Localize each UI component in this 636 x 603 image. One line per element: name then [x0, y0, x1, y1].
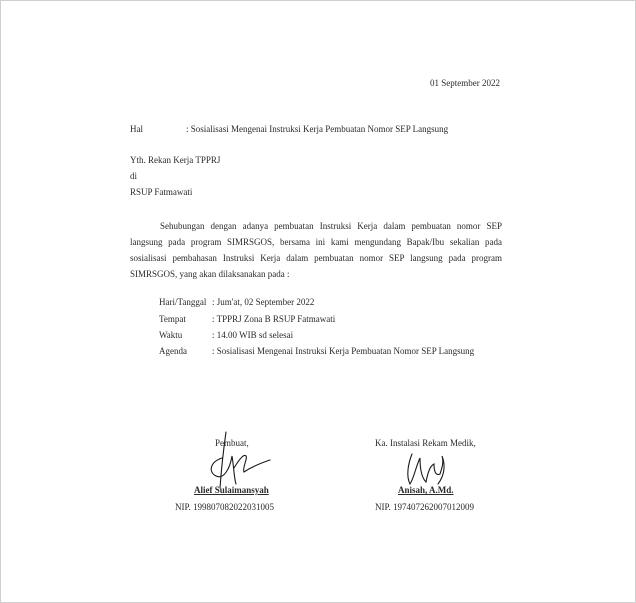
right-signer-name: Anisah, A.Md.	[398, 485, 454, 495]
body-paragraph	[130, 218, 502, 282]
detail-value-place: : TPPRJ Zona B RSUP Fatmawati	[212, 314, 336, 324]
recipient-line-2: di	[130, 171, 138, 181]
left-signer-nip: NIP. 199807082022031005	[175, 502, 275, 512]
detail-label-agenda: Agenda	[159, 346, 187, 356]
left-signer-title: Pembuat,	[215, 438, 249, 448]
body-text: Sehubungan dengan adanya pembuatan Instruksi Kerja dalam pembuatan nomor SEP langsung pada program SIMRSGOS, bersama ini kami mengundang Bapak/Ibu sekalian pada sosialisasi pembahasan Instruksi Kerja dalam pembuatan nomor SEP langsung pada program SIMRSGOS, yang akan dilaksanakan pada :	[130, 221, 502, 279]
letter-date: 01 September 2022	[430, 78, 500, 88]
detail-value-time: : 14.00 WIB sd selesai	[212, 330, 294, 340]
recipient-line-3: RSUP Fatmawati	[130, 187, 193, 197]
detail-value-agenda: : Sosialisasi Mengenai Instruksi Kerja Pembuatan Nomor SEP Langsung	[212, 346, 475, 356]
recipient-line-1: Yth. Rekan Kerja TPPRJ	[130, 155, 221, 165]
detail-label-place: Tempat	[159, 314, 186, 324]
right-signer-title: Ka. Instalasi Rekam Medik,	[375, 438, 476, 448]
subject-label: Hal	[130, 124, 143, 134]
left-signature	[200, 428, 275, 493]
detail-label-date: Hari/Tanggal	[159, 297, 207, 307]
detail-label-time: Waktu	[159, 330, 183, 340]
detail-value-date: : Jum'at, 02 September 2022	[212, 297, 315, 307]
right-signature	[398, 448, 453, 490]
subject-text: : Sosialisasi Mengenai Instruksi Kerja Pembuatan Nomor SEP Langsung	[186, 124, 449, 134]
right-signer-nip: NIP. 197407262007012009	[375, 502, 475, 512]
left-signer-name: Alief Sulaimansyah	[194, 485, 269, 495]
